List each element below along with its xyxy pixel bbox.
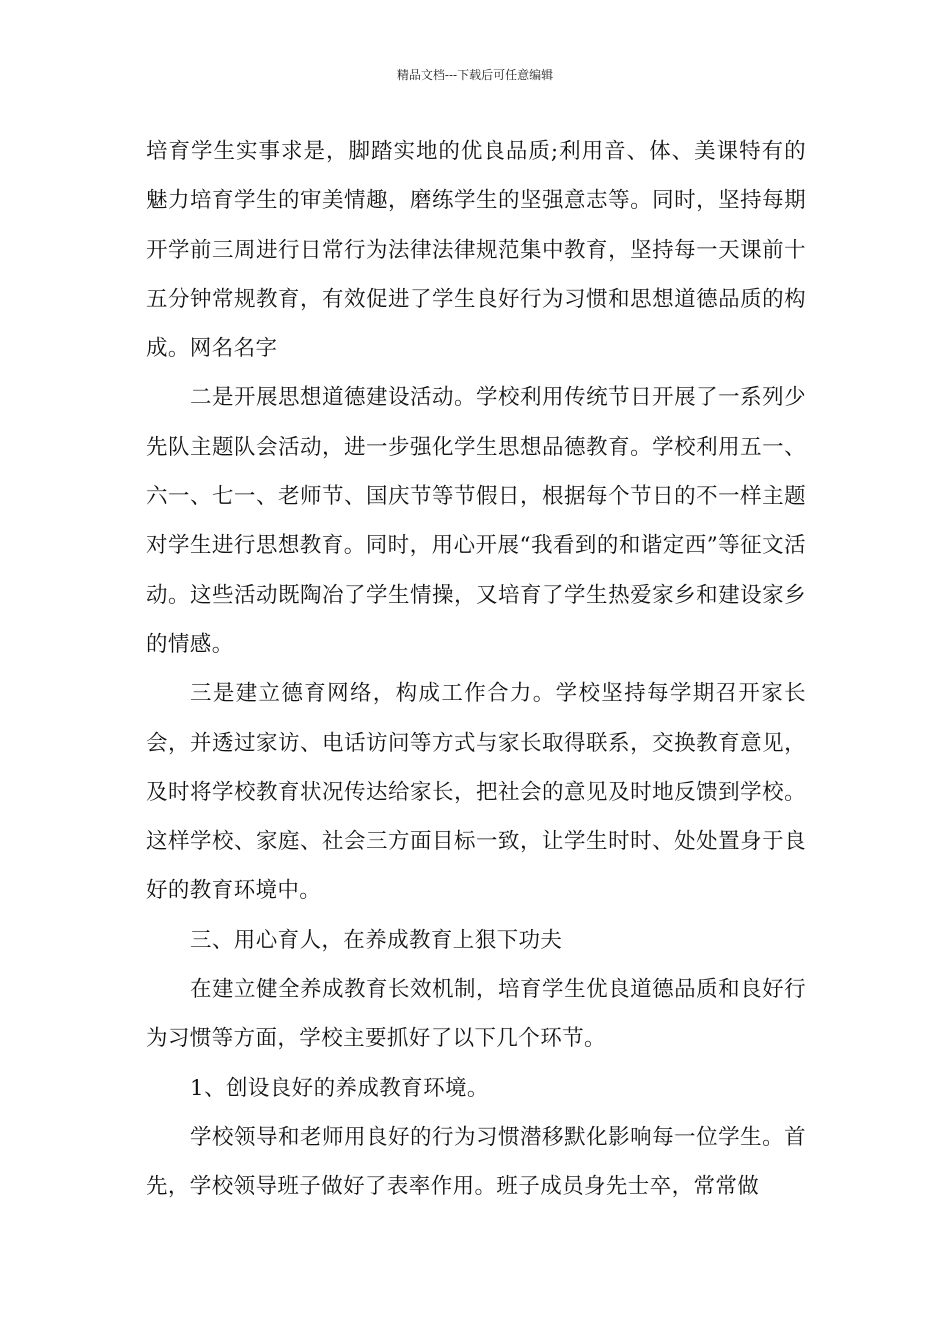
paragraph-leadership: 学校领导和老师用良好的行为习惯潜移默化影响每一位学生。首先，学校领导班子做好了表率作用。班子成员身先士卒，常常做 [146, 1124, 806, 1200]
paragraph-mechanism: 在建立健全养成教育长效机制，培育学生优良道德品质和良好行为习惯等方面，学校主要抓好了以下几个环节。 [146, 977, 806, 1052]
paragraph-education-network: 三是建立德育网络，构成工作合力。学校坚持每学期召开家长会，并透过家访、电话访问等方式与家长取得联系，交换教育意见，及时将学校教育状况传达给家长，把社会的意见及时地反馈到学校。这样学校、家庭、社会三方面目标一致，让学生时时、处处置身于良好的教育环境中。 [146, 681, 806, 904]
paragraph-continuation: 培育学生实事求是，脚踏实地的优良品质;利用音、体、美课特有的魅力培育学生的审美情趣，磨练学生的坚强意志等。同时，坚持每期开学前三周进行日常行为法律法律规范集中教育，坚持每一天课前十五分钟常规教育，有效促进了学生良好行为习惯和思想道德品质的构成。网名名字 [146, 139, 806, 362]
subsection-heading: 1、创设良好的养成教育环境。 [190, 1075, 489, 1101]
page-header: 精品文档---下载后可任意编辑 [396, 68, 554, 82]
paragraph-moral-activities: 二是开展思想道德建设活动。学校利用传统节日开展了一系列少先队主题队会活动，进一步强化学生思想品德教育。学校利用五一、六一、七一、老师节、国庆节等节假日，根据每个节日的不一样主题对学生进行思想教育。同时，用心开展“我看到的和谐定西”等征文活动。这些活动既陶冶了学生情操，又培育了学生热爱家乡和建设家乡的情感。 [146, 385, 806, 657]
document-body [146, 127, 806, 1212]
section-heading: 三、用心育人，在养成教育上狠下功夫 [190, 927, 563, 953]
